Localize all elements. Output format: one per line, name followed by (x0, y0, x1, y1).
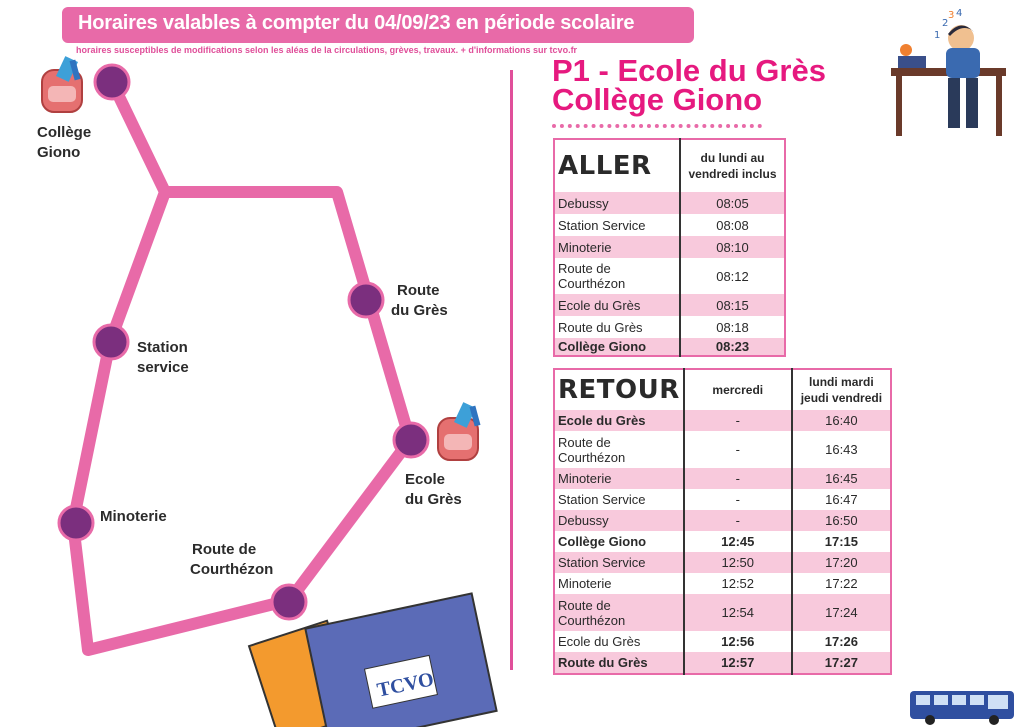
retour-stop-name: Debussy (554, 510, 684, 531)
route-map (0, 0, 500, 727)
retour-row (554, 573, 891, 594)
aller-stop-name: Route du Grès (554, 316, 680, 338)
aller-row (554, 214, 785, 236)
tcvo-logo: TCVO (375, 668, 436, 702)
retour-weekday-time: 17:24 (792, 594, 891, 631)
aller-header-row (554, 139, 785, 192)
retour-wednesday-time: 12:45 (684, 531, 792, 552)
aller-time: 08:08 (680, 214, 785, 236)
retour-table (553, 368, 892, 675)
retour-wednesday-time: - (684, 431, 792, 468)
aller-days-header: du lundi au vendredi inclus (688, 151, 777, 181)
retour-row (554, 468, 891, 489)
svg-text:2: 2 (942, 18, 949, 29)
retour-weekday-time: 17:27 (792, 652, 891, 674)
aller-stop-name: Minoterie (554, 236, 680, 258)
stop-label-route-de-courthezon: Route de Courthézon (190, 541, 274, 578)
retour-weekdays-header: lundi mardi jeudi vendredi (800, 375, 883, 405)
retour-stop-name: Ecole du Grès (554, 631, 684, 652)
aller-time: 08:10 (680, 236, 785, 258)
retour-weekday-time: 16:43 (792, 431, 891, 468)
svg-text:3: 3 (948, 10, 955, 21)
stop-label-college-giono: Collège Giono (37, 124, 92, 161)
retour-weekday-time: 16:50 (792, 510, 891, 531)
retour-row (554, 531, 891, 552)
stop-marker-route-de-courthezon (272, 585, 306, 619)
retour-weekday-time: 17:26 (792, 631, 891, 652)
retour-heading: RETOUR (554, 369, 684, 410)
aller-row (554, 192, 785, 214)
school-bag-icon (438, 402, 480, 460)
modification-note: horaires susceptibles de modifications selon les aléas de la circulations, grèves, travaux. + d'informations sur tcvo.fr (76, 45, 578, 55)
retour-weekday-time: 16:40 (792, 410, 891, 431)
aller-table (553, 138, 786, 357)
retour-stop-name: Collège Giono (554, 531, 684, 552)
retour-row (554, 652, 891, 674)
stop-label-station-service: Station service (137, 339, 189, 376)
aller-time: 08:05 (680, 192, 785, 214)
svg-text:4: 4 (956, 8, 963, 19)
retour-weekday-time: 17:22 (792, 573, 891, 594)
aller-row (554, 236, 785, 258)
retour-stop-name: Station Service (554, 552, 684, 573)
retour-row (554, 431, 891, 468)
retour-stop-name: Route du Grès (554, 652, 684, 674)
aller-stop-name: Route de Courthézon (554, 258, 680, 294)
retour-stop-name: Ecole du Grès (554, 410, 684, 431)
stop-marker-ecole-du-gres (394, 423, 428, 457)
retour-weekday-time: 16:45 (792, 468, 891, 489)
retour-stop-name: Minoterie (554, 468, 684, 489)
aller-stop-name: Station Service (554, 214, 680, 236)
retour-wednesday-time: - (684, 489, 792, 510)
stop-label-route-du-gres: Route du Grès (391, 282, 448, 319)
retour-wednesday-header: mercredi (684, 369, 792, 410)
retour-wednesday-time: - (684, 468, 792, 489)
retour-wednesday-time: - (684, 410, 792, 431)
vertical-divider (510, 70, 513, 670)
retour-wednesday-time: 12:54 (684, 594, 792, 631)
retour-row (554, 594, 891, 631)
retour-weekday-time: 17:15 (792, 531, 891, 552)
line-title: P1 - Ecole du Grès Collège Giono (552, 53, 826, 117)
stop-marker-minoterie (59, 506, 93, 540)
stop-label-ecole-du-gres: Ecole du Grès (405, 471, 462, 508)
aller-row (554, 338, 785, 356)
school-bag-icon (42, 56, 82, 112)
aller-row (554, 258, 785, 294)
aller-stop-name: Ecole du Grès (554, 294, 680, 316)
validity-banner-text: Horaires valables à compter du 04/09/23 en période scolaire (78, 12, 635, 34)
retour-wednesday-time: - (684, 510, 792, 531)
retour-row (554, 410, 891, 431)
retour-stop-name: Route de Courthézon (554, 431, 684, 468)
aller-time: 08:23 (680, 338, 785, 356)
aller-stop-name: Debussy (554, 192, 680, 214)
aller-time: 08:15 (680, 294, 785, 316)
aller-time: 08:12 (680, 258, 785, 294)
retour-header-row (554, 369, 891, 410)
retour-row (554, 489, 891, 510)
retour-stop-name: Route de Courthézon (554, 594, 684, 631)
retour-wednesday-time: 12:56 (684, 631, 792, 652)
retour-row (554, 510, 891, 531)
retour-weekday-time: 16:47 (792, 489, 891, 510)
stop-marker-college-giono (95, 65, 129, 99)
stop-marker-station-service (94, 325, 128, 359)
aller-time: 08:18 (680, 316, 785, 338)
retour-wednesday-time: 12:52 (684, 573, 792, 594)
retour-weekday-time: 17:20 (792, 552, 891, 573)
retour-wednesday-time: 12:57 (684, 652, 792, 674)
aller-row (554, 316, 785, 338)
stop-label-minoterie: Minoterie (100, 508, 167, 525)
dotted-separator (552, 124, 762, 128)
student-illustration (886, 8, 1016, 138)
aller-row (554, 294, 785, 316)
retour-stop-name: Minoterie (554, 573, 684, 594)
stop-marker-route-du-gres (349, 283, 383, 317)
retour-row (554, 631, 891, 652)
aller-stop-name: Collège Giono (554, 338, 680, 356)
aller-heading: ALLER (554, 139, 680, 192)
retour-row (554, 552, 891, 573)
retour-stop-name: Station Service (554, 489, 684, 510)
svg-text:1: 1 (934, 30, 941, 41)
retour-wednesday-time: 12:50 (684, 552, 792, 573)
bus-icon (908, 687, 1018, 727)
